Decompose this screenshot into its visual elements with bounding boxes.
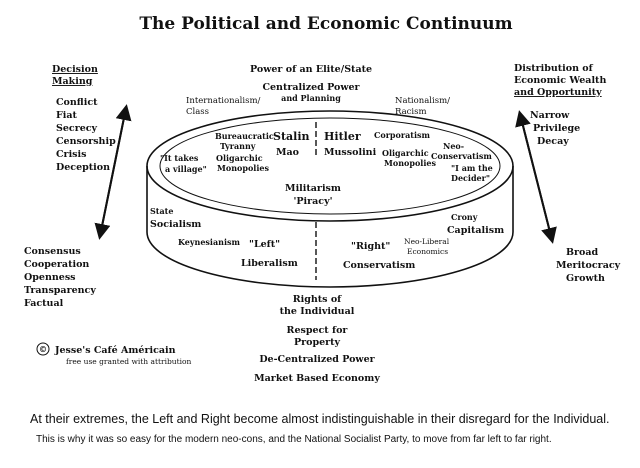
internationalism-label: Internationalism/ xyxy=(186,96,261,106)
right-bottom-item: Broad xyxy=(566,247,599,258)
mussolini-label: Mussolini xyxy=(324,147,377,158)
racism-label: Racism xyxy=(395,107,427,117)
centralized-power-label: Centralized Power xyxy=(262,82,360,93)
right-top-item: Decay xyxy=(537,136,569,147)
copyright-symbol: © xyxy=(39,344,47,354)
hitler-label: Hitler xyxy=(324,130,361,143)
socialism-label: Socialism xyxy=(150,219,202,230)
nationalism-label: Nationalism/ xyxy=(395,96,451,106)
left-top-item: Conflict xyxy=(56,97,98,108)
bureaucratic-label: Bureaucratic xyxy=(215,131,274,141)
corporatism-label: Corporatism xyxy=(374,130,430,140)
liberalism-label: Liberalism xyxy=(241,258,298,269)
oligarchic-left-label: Oligarchic xyxy=(216,153,263,163)
neoliberal-label: Neo-Liberal xyxy=(404,237,450,246)
diagram-title: The Political and Economic Continuum xyxy=(139,14,513,34)
tyranny-label: Tyranny xyxy=(220,141,256,151)
stalin-label: Stalin xyxy=(273,130,310,143)
credit-name: Jesse's Café Américain xyxy=(55,345,176,356)
oligarchic-right-label: Oligarchic xyxy=(382,148,429,158)
decentralized-label: De-Centralized Power xyxy=(259,354,375,365)
keynesianism-label: Keynesianism xyxy=(178,237,240,247)
capitalism-label: Capitalism xyxy=(447,225,505,236)
left-top-item: Crisis xyxy=(56,149,87,160)
left-axis-heading-2: Making xyxy=(52,76,93,87)
left-top-item: Deception xyxy=(56,162,110,173)
rights-label: Rights of xyxy=(292,294,342,305)
village-quote-line2: a village" xyxy=(165,164,207,174)
respect-label: Respect for xyxy=(286,325,348,336)
left-bottom-item: Transparency xyxy=(24,285,96,296)
village-quote-line1: "It takes xyxy=(160,153,199,163)
left-top-item: Secrecy xyxy=(56,123,98,134)
right-bottom-item: Growth xyxy=(566,273,605,284)
right-axis-heading-3: and Opportunity xyxy=(514,87,602,98)
planning-label: and Planning xyxy=(281,93,341,103)
right-axis-heading-1: Distribution of xyxy=(514,63,593,74)
neo-label: Neo- xyxy=(443,141,465,151)
left-bottom-item: Cooperation xyxy=(24,259,90,270)
right-top-item: Narrow xyxy=(530,110,570,121)
conservatism-top-label: Conservatism xyxy=(431,151,492,161)
left-bottom-item: Openness xyxy=(24,272,76,283)
decider-quote-line2: Decider" xyxy=(451,173,491,183)
militarism-label: Militarism xyxy=(285,183,341,194)
caption-line-2: This is why it was so easy for the modern neo-cons, and the National Socialist Party, to move from far left to far right. xyxy=(36,434,552,445)
monopolies-left-label: Monopolies xyxy=(217,163,269,173)
right-top-item: Privilege xyxy=(533,123,581,134)
right-label: "Right" xyxy=(351,241,391,252)
conservatism-label: Conservatism xyxy=(343,260,416,271)
crony-label: Crony xyxy=(451,212,478,222)
left-label: "Left" xyxy=(249,239,281,250)
left-top-item: Fiat xyxy=(56,110,77,121)
class-label: Class xyxy=(186,107,210,117)
right-axis-heading-2: Economic Wealth xyxy=(514,75,607,86)
state-label: State xyxy=(150,206,174,216)
left-bottom-item: Factual xyxy=(24,298,64,309)
right-bottom-item: Meritocracy xyxy=(556,260,621,271)
property-label: Property xyxy=(293,337,341,348)
credit-note: free use granted with attribution xyxy=(66,357,192,366)
individual-label: the Individual xyxy=(279,306,355,317)
mao-label: Mao xyxy=(276,147,300,158)
caption-line-1: At their extremes, the Left and Right become almost indistinguishable in their disregard for the Individual. xyxy=(30,412,610,426)
piracy-label: 'Piracy' xyxy=(293,196,333,207)
monopolies-right-label: Monopolies xyxy=(384,158,436,168)
economics-label: Economics xyxy=(407,247,449,256)
left-axis-heading-1: Decision xyxy=(52,64,98,75)
left-top-item: Censorship xyxy=(56,136,116,147)
elite-power-label: Power of an Elite/State xyxy=(249,64,373,75)
left-bottom-item: Consensus xyxy=(24,246,81,257)
market-label: Market Based Economy xyxy=(254,373,380,384)
decider-quote-line1: "I am the xyxy=(451,163,493,173)
